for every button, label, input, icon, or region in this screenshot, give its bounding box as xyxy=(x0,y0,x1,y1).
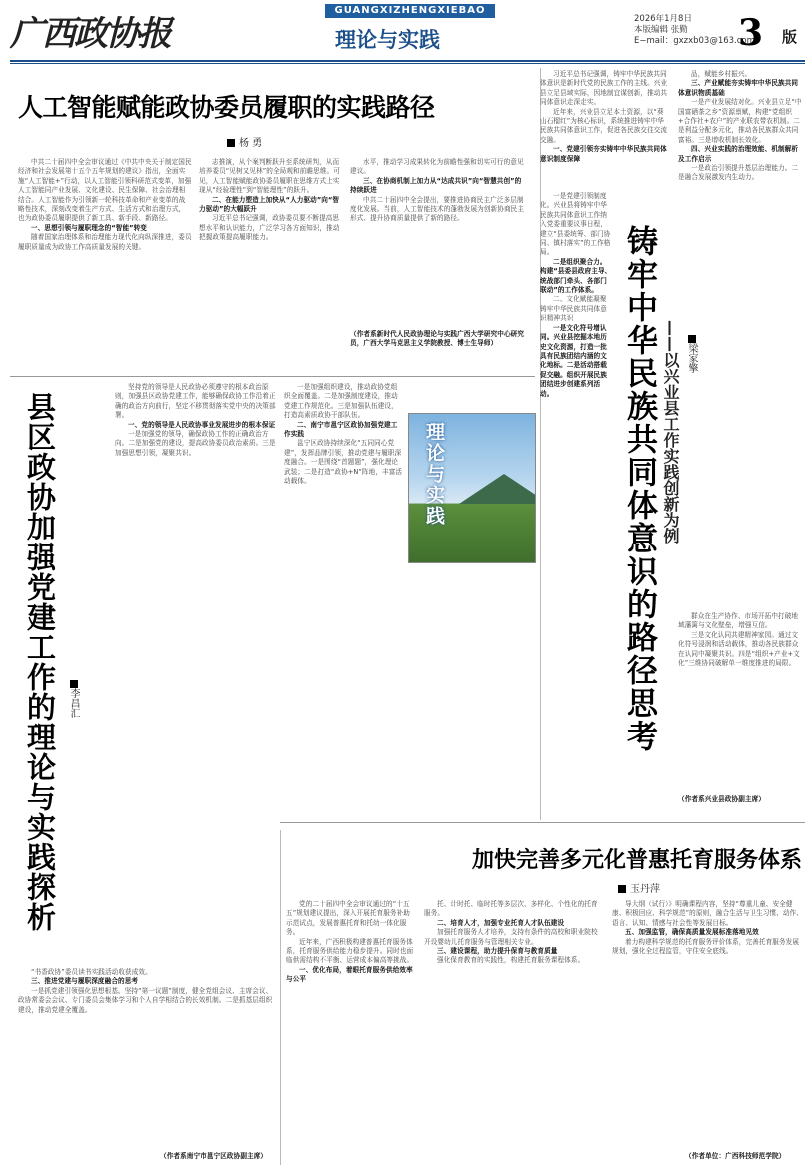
article3-headline[interactable]: 铸牢中华民族共同体意识的路径思考 xyxy=(621,225,657,753)
article1-column-2 xyxy=(199,158,343,370)
subheading: 三、在协商机制上加力从“达成共识”向“智慧共创”的持续跃进 xyxy=(350,176,522,195)
subheading: 二是组织聚合力。构建“县委县政府主导、统战部门牵头、各部门联动”的工作体系。 xyxy=(540,257,612,295)
section-illustration xyxy=(408,413,536,563)
article4-headline[interactable]: 加快完善多元化普惠托育服务体系 xyxy=(472,848,803,873)
subheading: 一是文化符号增认同。兴业县挖掘本地历史文化资源，打造一批具有民族团结内涵的文化地标。二是活动搭载促交融。组织开展民族团结进步创建系列活动。 xyxy=(540,323,607,398)
paragraph: 一是政治引领提升基层治理能力。二是融合发展激发内生动力。 xyxy=(678,164,799,182)
paragraph: 三是文化认同共建精神家园。通过文化符号浸润和活动载体，推动各民族群众在认同中凝聚共识。四是“组织+产业+文化”三维协同破解单一维度推进的局限。 xyxy=(678,630,800,668)
masthead-rule-thin xyxy=(10,63,805,64)
article3-subtitle: ——以兴业县工作实践创新为例 xyxy=(661,320,680,544)
subheading: 一、优化布局，着眼托育服务供给效率与公平 xyxy=(286,965,413,984)
article1-column-1 xyxy=(18,158,192,370)
issue-meta xyxy=(634,14,755,47)
page-number-suffix: 版 xyxy=(782,28,798,46)
byline-square-icon xyxy=(70,680,78,688)
article2-byline xyxy=(66,680,82,718)
masthead-rule xyxy=(10,60,805,62)
article4-author-note: （作者单位：广西科技师范学院） xyxy=(685,1152,786,1160)
article2-column-3 xyxy=(18,968,276,1148)
article1-byline xyxy=(227,134,262,149)
paragraph: 近年来，兴业县立足本土资源，以“葵山石榴红”为核心标识，系统推进铸牢中华民族共同体意识工作，促进各民族交往交流交融。 xyxy=(540,107,668,144)
subheading: 一、思想引领与履职理念的“智能”转变 xyxy=(31,223,147,232)
article4-byline xyxy=(618,880,660,895)
paragraph: 托、计时托、临时托等多层次、多样化、个性化的托育服务。 xyxy=(424,900,598,918)
paragraph: 党的二十届四中全会审议通过的“十五五”规划建议提出，深入开展托育服务补助示范试点，发展普惠托育和托幼一体化服务。 xyxy=(286,900,411,937)
paragraph: 加强托育服务人才培养，支持有条件的高校和职业院校开设婴幼儿托育服务与管理相关专业。 xyxy=(424,928,598,946)
subheading: 三、推进党建与履职深度融合的思考 xyxy=(31,977,139,986)
article2-author-note: （作者系南宁市邕宁区政协副主席） xyxy=(160,1152,268,1160)
article3-column-right2 xyxy=(678,612,803,792)
article2-column-1 xyxy=(115,383,277,963)
paragraph: 一是抓党建引领强化思想根基。坚持“第一议题”制度，健全党组会议、主席会议、政协常委会会议、专门委员会集体学习和个人自学相结合的长效机制。二是抓基层组织建设，推动党建全覆盖。 xyxy=(18,986,273,1014)
article3-column-right1 xyxy=(678,70,803,610)
article1-column-3 xyxy=(350,158,526,328)
paragraph: 群众在生产协作、市场开拓中打破地域藩篱与文化壁垒，增强互信。 xyxy=(678,612,799,630)
paragraph: 一是加强党的领导，确保政协工作的正确政治方向。二是加强党的建设，提高政协委员政治素质。三是加强思想引领，凝聚共识。 xyxy=(115,430,276,457)
article2-column-2 xyxy=(284,383,404,963)
subheading: 二、培育人才，加强专业托育人才队伍建设 xyxy=(437,918,565,927)
paragraph: “书香政协”委员读书实践活动收获成效。 xyxy=(31,968,152,976)
article4-top-rule xyxy=(280,822,805,823)
subheading: 二、在能力塑造上加快从“人力驱动”向“智力驱动”的大幅跃升 xyxy=(199,195,340,214)
paragraph: 导大纲（试行）》明确课程内容，坚持“尊重儿童、安全健康、积极回应、科学规范”的原则，融合生活与卫生习惯、动作、语言、认知、情感与社会性等发展目标。 xyxy=(612,900,803,927)
paragraph: 习近平总书记强调，政协委员要不断提高思想水平和认识能力，广泛学习各方面知识，推动把握政策提高履职能力。 xyxy=(199,214,340,242)
paragraph: 品，赋能乡村振兴。 xyxy=(691,70,752,78)
masthead xyxy=(0,0,811,58)
article1-bottom-rule xyxy=(10,376,535,377)
article3-author-note: （作者系兴业县政协副主席） xyxy=(678,795,766,803)
byline-square-icon xyxy=(227,139,235,147)
page-number: 3 xyxy=(738,12,764,54)
article2-author: 李昌汇 xyxy=(68,688,79,718)
subheading: 一、党建引领夯实铸牢中华民族共同体意识制度保障 xyxy=(540,145,667,163)
article4-author: 玉丹萍 xyxy=(630,884,660,895)
paragraph: 着力构建科学规范的托育服务评价体系，完善托育服务发展规划，强化全过程监管，守住安全底线。 xyxy=(612,937,800,956)
paragraph: 一是产业发展结对化。兴业县立足“中国富硒茶之乡”资源禀赋，构建“党组织+合作社+农户”的产业联农带农机制。二是利益分配多元化，推动各民族群众共同富裕。三是增收机制长效化。 xyxy=(678,98,802,144)
section-title: 理论与实践 xyxy=(335,27,440,52)
paragraph: 一是党建引领制度化。兴业县将铸牢中华民族共同体意识工作纳入党委重要议事日程，建立“县委统筹、部门协同、镇村落实”的工作格局。 xyxy=(540,192,611,257)
paragraph: 近年来，广西积极构建普惠托育服务体系，托育服务供给能力稳步提升。同时也面临供需结构不平衡、运营成本偏高等挑战。 xyxy=(286,937,414,965)
article4-column-3 xyxy=(612,900,805,1150)
article3-column-mid xyxy=(540,192,612,794)
subheading: 二、南宁市邕宁区政协加强党建工作实践 xyxy=(284,420,398,439)
page-editor: 本版编辑 张勤 xyxy=(634,25,688,35)
paragraph: 二、文化赋能凝聚铸牢中华民族共同体意识精神共识 xyxy=(540,295,607,323)
article1-author-note: （作者系新时代人民政协理论与实践广西大学研究中心研究员，广西大学马克思主义学院教授、博士生导师） xyxy=(350,330,525,348)
article4-left-rule xyxy=(280,830,281,1165)
subheading: 三、产业赋能夯实铸牢中华民族共同体意识物质基础 xyxy=(678,79,799,97)
article3-column-top xyxy=(540,70,670,188)
newspaper-pinyin: GUANGXIZHENGXIEBAO xyxy=(325,4,495,18)
illustration-label: 理论与实践 xyxy=(423,422,445,527)
article1-author: 杨 勇 xyxy=(239,138,263,149)
paragraph: 志推演，从个案判断跃升至系统研判，从而培养委员“见树又见林”的全局观和前瞻思维。可见，人工智能赋能政协委员履职在思维方式上实现从“经验理性”到“智能理性”的跃升。 xyxy=(199,158,340,195)
article4-column-1 xyxy=(286,900,416,1162)
byline-square-icon xyxy=(618,885,626,893)
paragraph: 强化保育教育的实践性，构建托育服务课程体系。 xyxy=(437,956,585,965)
subheading: 三、建设课程，助力提升保育与教育质量 xyxy=(437,947,558,956)
paragraph: 一是加强组织建设，推动政协党组织全面覆盖。二是加强制度建设，推动党建工作规范化。三是加强队伍建设，打造高素质政协干部队伍。 xyxy=(284,383,398,420)
contact-email[interactable]: E−mail：gxzxb03@163.com xyxy=(634,36,755,46)
subheading: 五、加强监管，确保高质量发展标准落地见效 xyxy=(625,928,759,937)
issue-date: 2026年1月8日 xyxy=(634,14,692,24)
subheading: 一、党的领导是人民政协事业发展进步的根本保证 xyxy=(128,420,276,429)
paragraph: 习近平总书记强调，铸牢中华民族共同体意识是新时代党的民族工作的主线。兴业县立足县域实际，因地制宜谋创新，推动共同体意识走深走实。 xyxy=(540,70,668,107)
paragraph: 中共二十届四中全会审议通过《中共中央关于制定国民经济和社会发展第十五个五年规划的建议》指出，全面实施“人工智能+”行动，以人工智能引领科研范式变革，加强人工智能同产业发展、文化建设、民生保障、社会治理相结合。人工智能作为引领新一轮科技革命和产业变革的战略性技术，深刻改变着生产方式、生活方式和治理方式，也为政协委员履职提供了新工具、新手段、新路径。 xyxy=(18,158,192,223)
article2-headline[interactable]: 县区政协加强党建工作的理论与实践探析 xyxy=(23,392,57,932)
mountain-shape xyxy=(459,474,536,504)
article1-headline[interactable]: 人工智能赋能政协委员履职的实践路径 xyxy=(18,93,435,122)
newspaper-title[interactable]: 广西政协报 xyxy=(10,14,170,54)
subheading: 四、兴业实践的治理效能、机制解析及工作启示 xyxy=(678,145,799,163)
article3-author: 梁家擎 xyxy=(686,343,697,373)
paragraph: 水平，推动学习成果转化为前瞻性强和切实可行的意见建议。 xyxy=(350,158,524,176)
article4-column-2 xyxy=(424,900,604,1162)
paragraph: 邕宁区政协持续深化“五同同心党建”，发挥品牌引领，推动党建与履职深度融合。一是围绕“首题题”，强化理论武装；二是打造“政协+N”阵地，丰富活动载体。 xyxy=(284,439,403,486)
paragraph: 中共二十届四中全会提出，要推进协商民主广泛多层制度化发展。当前，人工智能技术的蓬勃发展为创新协商民主形式、提升协商质量提供了新的路径。 xyxy=(350,195,525,223)
paragraph: 坚持党的领导是人民政协必须遵守的根本政治原则，加强县区政协党建工作，能够确保政协工作沿着正确的政治方向前行，坚定不移贯彻落实党中央的决策部署。 xyxy=(115,383,276,420)
paragraph: 随着国家治理体系和治理能力现代化向纵深推进，委员履职质量成为政协工作高质量发展的关键。 xyxy=(18,233,192,251)
